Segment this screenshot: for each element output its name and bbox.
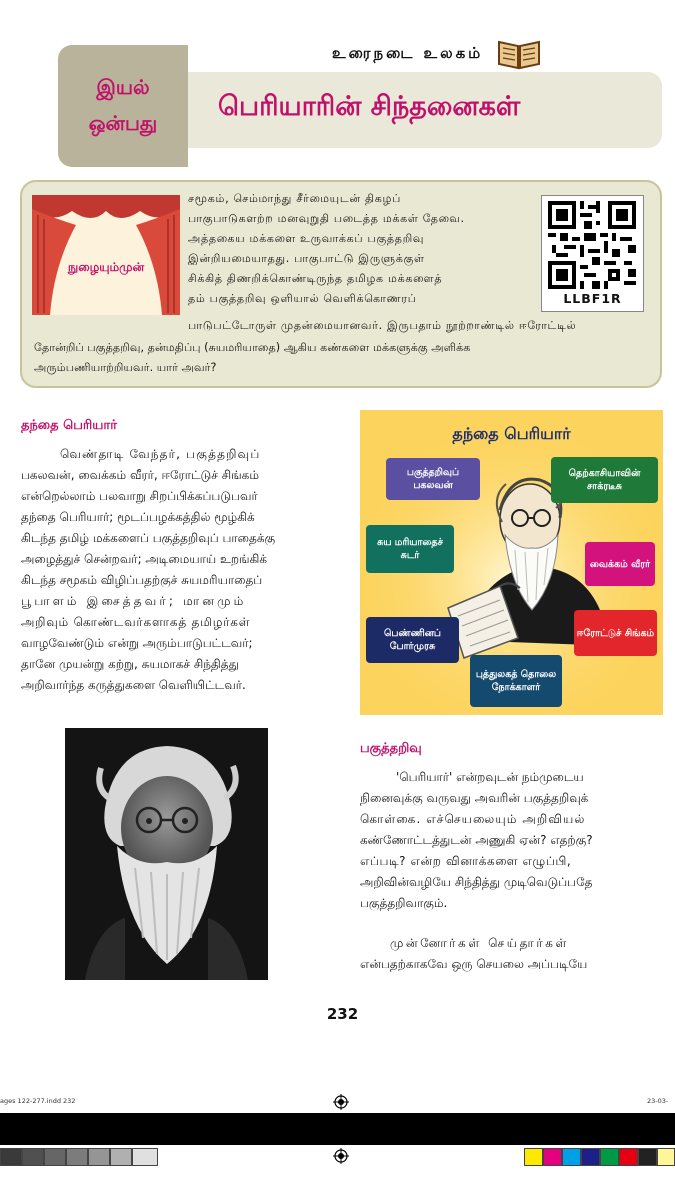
- body-line: அறிவும் கொண்டவர்களாகத் தமிழர்கள்: [21, 615, 251, 629]
- crop-bar: [0, 1113, 675, 1145]
- intro-line: அரும்பணியாற்றியவர். யார் அவர்?: [34, 361, 217, 374]
- unit-number: ஒன்பது: [88, 111, 158, 135]
- intro-line: அத்தகைய மக்களை உருவாக்கப் பகுத்தறிவு: [188, 232, 425, 245]
- intro-line: பாகுபாடுகளற்ற மனவுறுதி படைத்த மக்கள் தேவை.: [188, 212, 465, 225]
- body-line: கொள்கை. எச்செயலையும் அறிவியல்: [360, 812, 586, 826]
- body-line: நினைவுக்கு வருவது அவரின் பகுத்தறிவுக்: [360, 791, 589, 805]
- title-bar: [188, 72, 662, 148]
- body-line: பகுத்தறிவாகும்.: [360, 896, 448, 910]
- body-line: பகலவன், வைக்கம் வீரர், ஈரோட்டுச் சிங்கம்: [21, 468, 259, 482]
- intro-line: சிக்கித் திணறிக்கொண்டிருந்த தமிழக மக்களைத்: [188, 272, 443, 285]
- body-line: என்றெல்லாம் பலவாறு சிறப்பிக்கப்படுபவர்: [21, 489, 258, 503]
- body-line: அறிவின்வழியே சிந்தித்து முடிவெடுப்பதே: [360, 875, 593, 889]
- open-book-icon: [497, 38, 541, 70]
- body-line: தானே முயன்று கற்று, சுயமாகச் சிந்தித்து: [21, 657, 239, 671]
- body-line: அழைத்துச் சென்றவர்; அடிமையாய் உறங்கிக்: [21, 552, 268, 566]
- page-title: பெரியாரின் சிந்தனைகள்: [218, 91, 521, 122]
- unit-label: இயல்: [96, 75, 150, 99]
- stage-label: நுழையும்முன்: [67, 260, 145, 274]
- qr-code-label: LLBF1R: [563, 291, 622, 306]
- registration-mark-icon: [333, 1148, 349, 1164]
- body-line: கிடந்த சமூகம் விழிப்பதற்குச் சுயமரியாதைப்: [21, 573, 263, 587]
- infographic-title: தந்தை பெரியார்: [452, 424, 571, 443]
- title-chip: சுய மரியாதைச் சுடர்: [366, 525, 454, 573]
- body-line: கண்ணோட்டத்துடன் அணுகி ஏன்? எதற்கு?: [360, 833, 593, 847]
- title-chip: புத்துலகத் தொலை நோக்காளர்: [470, 655, 562, 707]
- print-slug: ages 122-277.indd 232: [0, 1097, 76, 1105]
- periyar-portrait-photo: [65, 728, 268, 980]
- title-chip: பெண்ணினப் போர்முரசு: [366, 617, 459, 663]
- intro-line: பாடுபட்டோருள் முதன்மையானவர். இருபதாம் நூற்றாண்டில் ஈரோட்டில்: [188, 319, 577, 332]
- title-chip: தெற்காசியாவின் சாக்ரடீசு: [551, 457, 658, 503]
- body-line: 'பெரியார்' என்றவுடன் நம்முடைய: [396, 770, 584, 784]
- body-line: கிடந்த தமிழ் மக்களைப் பகுத்தறிவுப் பாதைக்கு: [21, 531, 276, 545]
- title-chip: வைக்கம் வீரர்: [585, 542, 655, 586]
- body-line: அறிவார்ந்த கருத்துகளை வெளியிட்டவர்.: [21, 678, 246, 692]
- body-line: முன்னோர்கள் செய்தார்கள்: [390, 936, 569, 950]
- body-line: பூபாளம் இசைத்தவர்; மானமும்: [21, 594, 247, 608]
- body-line: வெண்தாடி வேந்தர், பகுத்தறிவுப்: [60, 447, 261, 461]
- section-heading: தந்தை பெரியார்: [21, 418, 117, 433]
- section-heading: பகுத்தறிவு: [360, 741, 422, 756]
- body-line: என்பதற்காகவே ஒரு செயலை அப்படியே: [360, 957, 588, 971]
- intro-line: சமூகம், செம்மாந்து சீர்மையுடன் திகழப்: [188, 192, 402, 205]
- intro-line: தோன்றிப் பகுத்தறிவு, தன்மதிப்பு (சுயமரியாதை) ஆகிய கண்களை மக்களுக்கு அளிக்க: [34, 341, 471, 354]
- title-chip: ஈரோட்டுச் சிங்கம்: [574, 610, 657, 656]
- unit-tab: [58, 45, 188, 167]
- section-label: உரைநடை உலகம்: [332, 44, 484, 62]
- print-date: 23-03-: [647, 1097, 669, 1105]
- body-line: எப்படி? என்ற வினாக்களை எழுப்பி,: [360, 854, 572, 868]
- title-chip: பகுத்தறிவுப் பகலவன்: [386, 458, 480, 500]
- intro-line: இன்றியமையாதது. பாகுபாட்டு இருளுக்குள்: [188, 252, 425, 265]
- intro-line: தம் பகுத்தறிவு ஒளியால் வெளிக்கொணரப்: [188, 292, 417, 305]
- registration-mark-icon: [333, 1094, 349, 1110]
- body-line: தந்தை பெரியார்; மூடப்பழக்கத்தில் மூழ்கிக்: [21, 510, 255, 524]
- page-number: 232: [326, 1005, 359, 1023]
- qr-code-icon[interactable]: [548, 201, 636, 289]
- stage-curtain-icon: [32, 195, 180, 315]
- body-line: வாழவேண்டும் என்று அரும்பாடுபட்டவர்;: [21, 636, 253, 650]
